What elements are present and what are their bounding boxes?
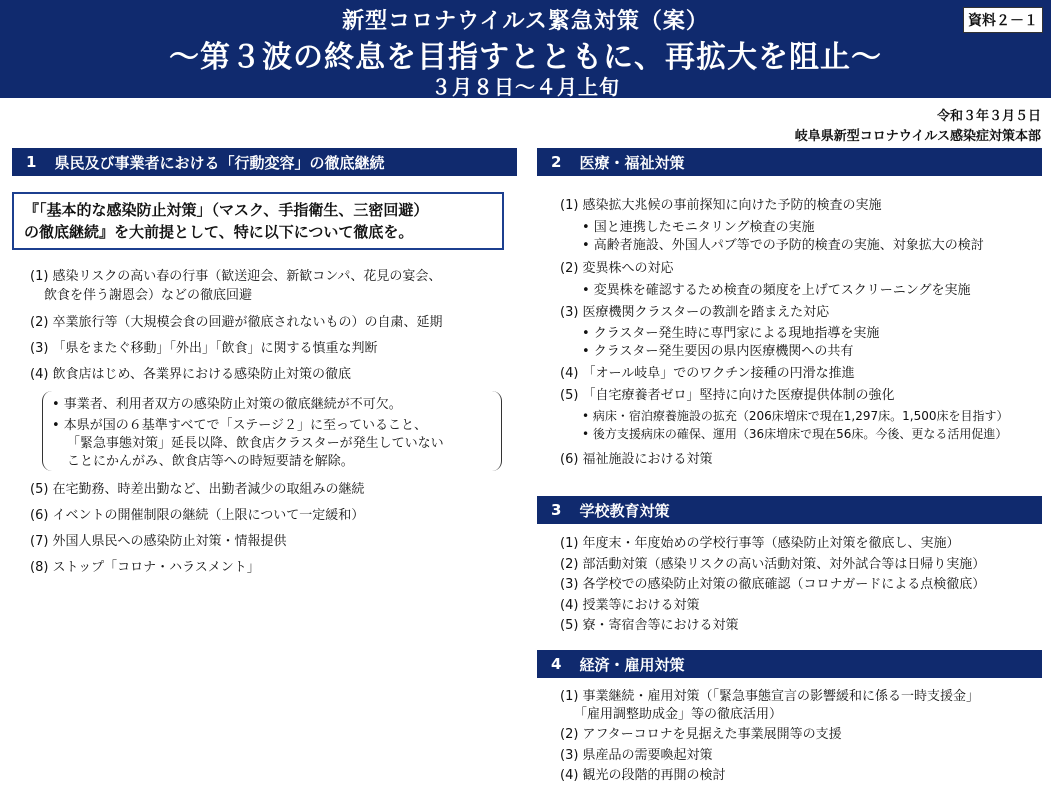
list-item: (6) 福祉施設における対策 [560, 452, 713, 467]
period-label: ３月８日〜４月上旬 [431, 75, 620, 99]
list-item: (1) 年度末・年度始めの学校行事等（感染防止対策を徹底し、実施） [560, 536, 960, 551]
list-item: (1) 感染リスクの高い春の行事（歓送迎会、新歓コンパ、花見の宴会、 [30, 269, 442, 284]
list-item: (8) ストップ「コロナ・ハラスメント」 [30, 560, 260, 575]
section-2-number: 2 [551, 153, 562, 171]
section-1-notice [12, 192, 504, 250]
list-item: • 本県が国の６基準すべてで「ステージ２」に至っていること、 [52, 418, 428, 433]
list-item: (4) 授業等における対策 [560, 598, 700, 613]
list-item: (2) 部活動対策（感染リスクの高い活動対策、対外試合等は日帰り実施） [560, 557, 986, 572]
list-item: (1) 事業継続・雇用対策（「緊急事態宣言の影響緩和に係る一時支援金」 [560, 689, 980, 704]
issuing-organization: 岐阜県新型コロナウイルス感染症対策本部 [794, 129, 1041, 144]
list-item: (2) 卒業旅行等（大規模会食の回避が徹底されないもの）の自粛、延期 [30, 315, 443, 330]
list-item: (3) 「県をまたぐ移動」「外出」「飲食」に関する慎重な判断 [30, 341, 378, 356]
section-3-title: 学校教育対策 [579, 501, 670, 520]
section-1-title: 県民及び事業者における「行動変容」の徹底継続 [54, 153, 385, 172]
section-4-title: 経済・雇用対策 [579, 655, 685, 674]
list-item: (5) 寮・寄宿舎等における対策 [560, 618, 739, 633]
list-item: (2) アフターコロナを見据えた事業展開等の支援 [560, 727, 842, 742]
list-item: (1) 感染拡大兆候の事前探知に向けた予防的検査の実施 [560, 198, 882, 213]
list-item: ことにかんがみ、飲食店等への時短要請を解除。 [67, 454, 354, 469]
list-item: • 変異株を確認するため検査の頻度を上げてスクリーニングを実施 [582, 283, 971, 298]
notice-line-1: 『「基本的な感染防止対策」（マスク、手指衛生、三密回避） [24, 201, 429, 219]
list-item: (5) 「自宅療養者ゼロ」堅持に向けた医療提供体制の強化 [560, 388, 895, 403]
section-2-title: 医療・福祉対策 [579, 153, 685, 172]
notice-line-2: の徹底継続』を大前提として、特に以下について徹底を。 [24, 223, 414, 241]
section-3-header [537, 496, 1042, 524]
list-item: (6) イベントの開催制限の継続（上限について一定緩和） [30, 508, 365, 523]
list-item: • 後方支援病床の確保、運用（36床増床で現在56床。今後、更なる活用促進） [582, 427, 1008, 441]
list-item: (2) 変異株への対応 [560, 261, 674, 276]
list-item: 「緊急事態対策」延長以降、飲食店クラスターが発生していない [67, 436, 444, 451]
list-item: (4) 「オール岐阜」でのワクチン接種の円滑な推進 [560, 366, 855, 381]
list-item: (3) 県産品の需要喚起対策 [560, 748, 713, 763]
list-item: • クラスター発生時に専門家による現地指導を実施 [582, 326, 880, 341]
issue-date: 令和３年３月５日 [936, 109, 1041, 124]
document-label: 資料２－１ [963, 7, 1043, 33]
section-2-header [537, 148, 1042, 176]
section-4-header [537, 650, 1042, 678]
list-item: (3) 医療機関クラスターの教訓を踏まえた対応 [560, 305, 830, 320]
list-item: • 病床・宿泊療養施設の拡充（206床増床で現在1,297床。1,500床を目指す） [582, 409, 1009, 423]
list-item: (4) 飲食店はじめ、各業界における感染防止対策の徹底 [30, 367, 352, 382]
list-item: (4) 観光の段階的再開の検討 [560, 768, 726, 783]
list-item: • 事業者、利用者双方の感染防止対策の徹底継続が不可欠。 [52, 397, 402, 412]
list-item: 飲食を伴う謝恩会）などの徹底回避 [44, 288, 253, 303]
title-banner [0, 0, 1051, 98]
list-item: • クラスター発生要因の県内医療機関への共有 [582, 344, 854, 359]
section-4-number: 4 [551, 655, 562, 673]
list-item: • 国と連携したモニタリング検査の実施 [582, 220, 815, 235]
list-item: (3) 各学校での感染防止対策の徹底確認（コロナガードによる点検徹底） [560, 577, 986, 592]
section-1-header [12, 148, 517, 176]
list-item: • 高齢者施設、外国人パブ等での予防的検査の実施、対象拡大の検討 [582, 238, 984, 253]
title-line-2: 〜第３波の終息を目指すとともに、再拡大を阻止〜 [169, 40, 882, 75]
list-item: (5) 在宅勤務、時差出勤など、出勤者減少の取組みの継続 [30, 482, 365, 497]
list-item: (7) 外国人県民への感染防止対策・情報提供 [30, 534, 287, 549]
title-line-1: 新型コロナウイルス緊急対策（案） [342, 9, 709, 34]
section-3-number: 3 [551, 501, 562, 519]
section-1-number: 1 [26, 153, 37, 171]
list-item: 「雇用調整助成金」等の徹底活用） [574, 707, 783, 722]
